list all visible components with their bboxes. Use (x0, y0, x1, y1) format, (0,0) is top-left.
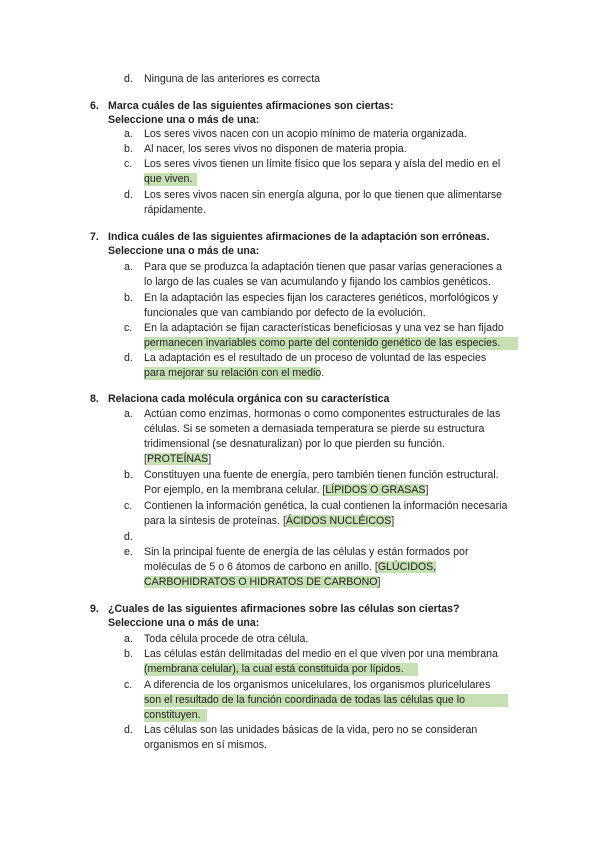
option-letter: c. (124, 679, 133, 691)
option-text: La adaptación es el resultado de un proceso de voluntad de las especies (144, 352, 487, 364)
question-number: 6. (90, 100, 99, 112)
question-title: Indica cuáles de las siguientes afirmaciones de la adaptación son erróneas. (108, 231, 490, 243)
answer-carbohidratos: CARBOHIDRATOS O HIDRATOS DE CARBONO (144, 576, 378, 588)
option-letter: c. (124, 158, 133, 170)
option-text: Para que se produzca la adaptación tienen que pasar varias generaciones a (144, 261, 503, 273)
option-text: Los seres vivos nacen sin energía alguna, por lo que tienen que alimentarse (144, 189, 503, 201)
question-instruction: Seleccione una o más de una: (108, 245, 260, 257)
option-letter: d. (124, 189, 133, 201)
option-letter: a. (124, 633, 133, 645)
question-number: 7. (90, 231, 99, 243)
question-title: Marca cuáles de las siguientes afirmaciones son ciertas: (108, 100, 394, 112)
question-number: 8. (90, 393, 99, 405)
answer-line: CARBOHIDRATOS O HIDRATOS DE CARBONO] (144, 576, 381, 588)
option-letter: a. (124, 261, 133, 273)
option-letter: d. (124, 531, 133, 543)
option-text-cont: lo largo de las cuales se van acumulando y fijando los cambios genéticos. (144, 276, 491, 288)
option-text: En la adaptación las especies fijan los caracteres genéticos, morfológicos y (144, 292, 498, 304)
answer-line: Por ejemplo, en la membrana celular. [LÍPIDOS O GRASAS] (144, 484, 429, 496)
option-letter: c. (124, 500, 133, 512)
question-number: 9. (90, 603, 99, 615)
option-letter: b. (124, 292, 133, 304)
question-title: Relaciona cada molécula orgánica con su característica (108, 393, 390, 405)
option-text: Las células están delimitadas del medio en el que viven por una membrana (144, 648, 498, 660)
question-instruction: Seleccione una o más de una: (108, 114, 260, 126)
option-letter: d. (124, 724, 133, 736)
option-text: Actúan como enzimas, hormonas o como componentes estructurales de las (144, 408, 501, 420)
answer-glucidos: GLÚCIDOS, (377, 561, 437, 573)
answer-acidos-nucleicos: ÁCIDOS NUCLÉICOS (285, 515, 392, 527)
option-letter: d. (124, 73, 133, 85)
option-letter: a. (124, 128, 133, 140)
option-text-cont: permanecen invariables como parte del contenido genético de las especies. (144, 337, 518, 350)
option-text-cont: células. Si se someten a demasiada temperatura se pierde su estructura (144, 423, 485, 435)
option-letter: b. (124, 469, 133, 481)
option-text: A diferencia de los organismos unicelulares, los organismos pluricelulares (144, 679, 491, 691)
option-letter: a. (124, 408, 133, 420)
option-text-cont: tridimensional (se desnaturalizan) por lo que pierden su función. (144, 438, 445, 450)
option-text: Al nacer, los seres vivos no disponen de materia propia. (144, 143, 407, 155)
option-letter: c. (124, 322, 133, 334)
option-text: En la adaptación se fijan características beneficiosas y una vez se han fijado (144, 322, 504, 334)
option-letter: e. (124, 546, 133, 558)
option-text: Las células son las unidades básicas de la vida, pero no se consideran (144, 724, 478, 736)
option-text: Contienen la información genética, la cual contienen la información necesaria (144, 500, 508, 512)
option-text: Sin la principal fuente de energía de las células y están formados por (144, 546, 469, 558)
question-instruction: Seleccione una o más de una: (108, 617, 260, 629)
option-text-cont: funcionales que van cambiando por defecto de la evolución. (144, 307, 426, 319)
option-letter: b. (124, 648, 133, 660)
option-text-cont: son el resultado de la función coordinada de todas las células que lo (144, 694, 508, 707)
answer-lipidos: LÍPIDOS O GRASAS (325, 484, 426, 496)
option-letter: b. (124, 143, 133, 155)
option-text: Los seres vivos nacen con un acopio mínimo de materia organizada. (144, 128, 467, 140)
option-text: Los seres vivos tienen un límite físico que los separa y aísla del medio en el (144, 158, 501, 170)
question-title: ¿Cuales de las siguientes afirmaciones sobre las células son ciertas? (108, 603, 460, 615)
option-text-cont: (membrana celular), la cual está constituida por lípidos. (144, 663, 418, 676)
answer-line: moléculas de 5 o 6 átomos de carbono en anillo. [GLÚCIDOS, (144, 561, 437, 573)
answer-line: para la síntesis de proteínas. [ÁCIDOS NUCLÉICOS] (144, 515, 395, 527)
option-letter: d. (124, 352, 133, 364)
option-text: Ninguna de las anteriores es correcta (144, 73, 321, 85)
option-text: Toda célula procede de otra célula. (144, 633, 309, 645)
option-text-cont: para mejorar su relación con el medio. (144, 367, 325, 379)
answer-line: [PROTEÍNAS] (144, 453, 212, 465)
option-text-cont: rápidamente. (144, 204, 206, 216)
answer-proteinas: PROTEÍNAS (146, 453, 209, 465)
option-text-cont: organismos en sí mismos. (144, 739, 268, 751)
option-text: Constituyen una fuente de energía, pero también tienen función estructural. (144, 469, 499, 481)
option-text-cont: que viven. (144, 173, 197, 186)
option-text-cont: constituyen. (144, 709, 207, 722)
